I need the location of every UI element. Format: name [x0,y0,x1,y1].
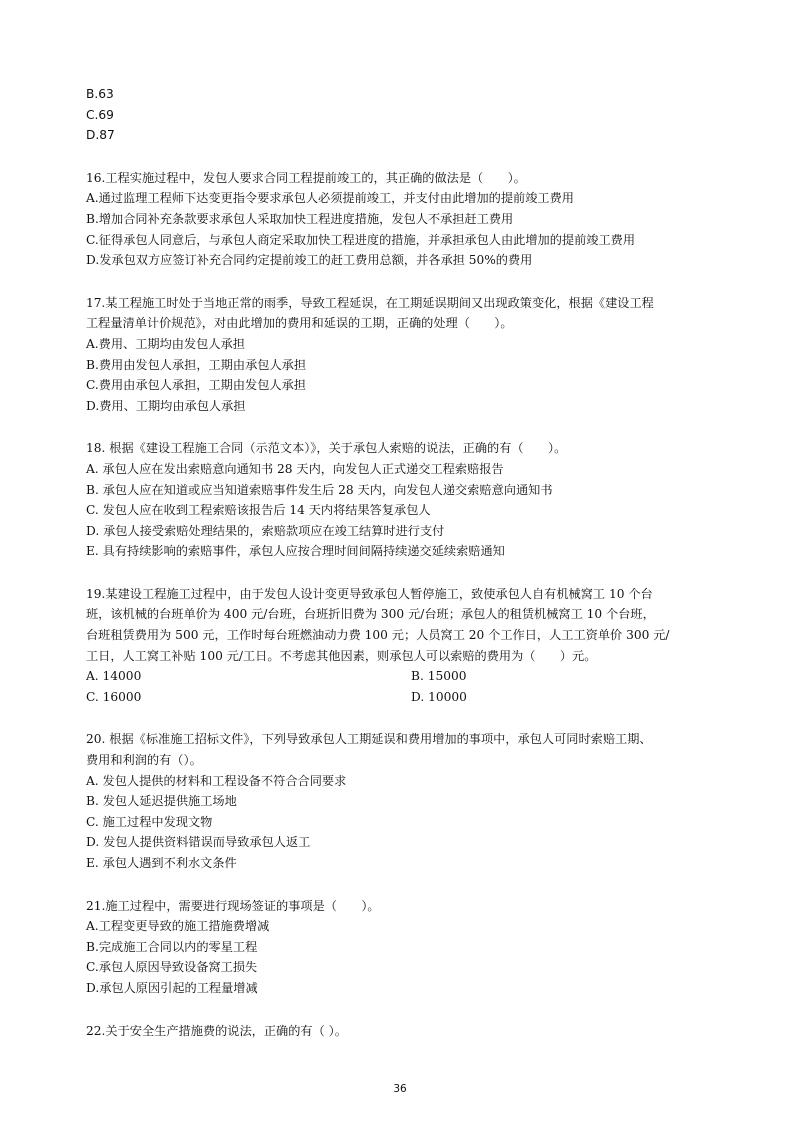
option-line: C. 施工过程中发现文物 [86,814,213,829]
page-content [86,84,736,1041]
question-21 [86,896,736,999]
option-line: D.承包人原因引起的工程量增减 [86,980,258,995]
question-stem: 19.某建设工程施工过程中，由于发包人设计变更导致承包人暂停施工，致使承包人自有机械窝工 10 个台 [86,586,653,601]
option-line: A.费用、工期均由发包人承担 [86,336,245,351]
option-line: C.费用由承包人承担，工期由发包人承担 [86,378,306,393]
question-stem: 16.工程实施过程中，发包人要求合同工程提前竣工的，其正确的做法是（ ）。 [86,170,526,185]
option-row [86,666,736,687]
option-line: A. 发包人提供的材料和工程设备不符合合同要求 [86,773,347,788]
option-row [86,687,736,708]
option-line: C.69 [86,107,114,122]
option-line: A.通过监理工程师下达变更指令要求承包人必须提前竣工，并支付由此增加的提前竣工费用 [86,191,574,206]
question-stem: 台班租赁费用为 500 元，工作时每台班燃油动力费 100 元；人员窝工 20 个工作日，人工工资单价 300 元/ [86,628,670,643]
option-line: C. 发包人应在收到工程索赔该报告后 14 天内将结果答复承包人 [86,503,431,518]
option-line: A. 14000 [86,669,142,684]
option-line: B. 承包人应在知道或应当知道索赔事件发生后 28 天内，向发包人递交索赔意向通知书 [86,482,553,497]
option-line: D. 10000 [411,689,467,704]
question-16 [86,168,736,271]
carryover-options [86,84,736,146]
option-line: C.承包人原因导致设备窝工损失 [86,960,258,975]
question-stem: 17.某工程施工时处于当地正常的雨季，导致工程延误，在工期延误期间又出现政策变化，根据《建设工程 [86,295,654,310]
option-line: D. 发包人提供资料错误而导致承包人返工 [86,835,311,850]
question-stem: 费用和利润的有（）。 [86,753,202,768]
option-line: A.工程变更导致的施工措施费增减 [86,919,270,934]
option-line: C. 16000 [86,689,142,704]
question-stem: 22.关于安全生产措施费的说法，正确的有（ ）。 [86,1023,347,1038]
question-stem: 21.施工过程中，需要进行现场签证的事项是（ ）。 [86,898,380,913]
option-line: C.征得承包人同意后，与承包人商定采取加快工程进度的措施，并承担承包人由此增加的提前竣工费用 [86,232,636,247]
question-stem: 18. 根据《建设工程施工合同（示范文本）》，关于承包人索赔的说法，正确的有（ ）。 [86,441,567,456]
question-stem: 班，该机械的台班单价为 400 元/台班，台班折旧费为 300 元/台班；承包人的租赁机械窝工 10 个台班， [86,607,655,622]
question-stem: 20. 根据《标准施工招标文件》，下列导致承包人工期延误和费用增加的事项中，承包人可同时索赔工期、 [86,732,652,747]
option-line: E. 具有持续影响的索赔事件，承包人应按合理时间间隔持续递交延续索赔通知 [86,544,505,559]
question-stem: 工程量清单计价规范》，对由此增加的费用和延误的工期，正确的处理（ ）。 [86,316,513,331]
option-line: B.63 [86,87,114,101]
option-line: B.完成施工合同以内的零星工程 [86,939,258,954]
option-line: D.87 [86,128,115,143]
option-line: D.费用、工期均由承包人承担 [86,398,246,413]
page-number: 36 [393,1083,407,1095]
question-stem: 工日，人工窝工补贴 100 元/工日。不考虑其他因素，则承包人可以索赔的费用为（ ）元。 [86,648,597,663]
option-line: A. 承包人应在发出索赔意向通知书 28 天内，向发包人正式递交工程索赔报告 [86,461,504,476]
option-line: D.发承包双方应签订补充合同约定提前竣工的赶工费用总额，并各承担 50%的费用 [86,253,533,268]
option-line: B.费用由发包人承担，工期由承包人承担 [86,357,307,372]
option-line: D. 承包人接受索赔处理结果的，索赔款项应在竣工结算时进行支付 [86,523,445,538]
question-18 [86,438,736,562]
option-line: B.增加合同补充条款要求承包人采取加快工程进度措施，发包人不承担赶工费用 [86,211,514,226]
question-20 [86,729,736,873]
option-line: E. 承包人遇到不利水文条件 [86,856,237,870]
option-line: B. 15000 [411,669,467,684]
question-17 [86,293,736,417]
option-line: B. 发包人延迟提供施工场地 [86,794,237,809]
question-22 [86,1021,736,1042]
question-19 [86,584,736,708]
